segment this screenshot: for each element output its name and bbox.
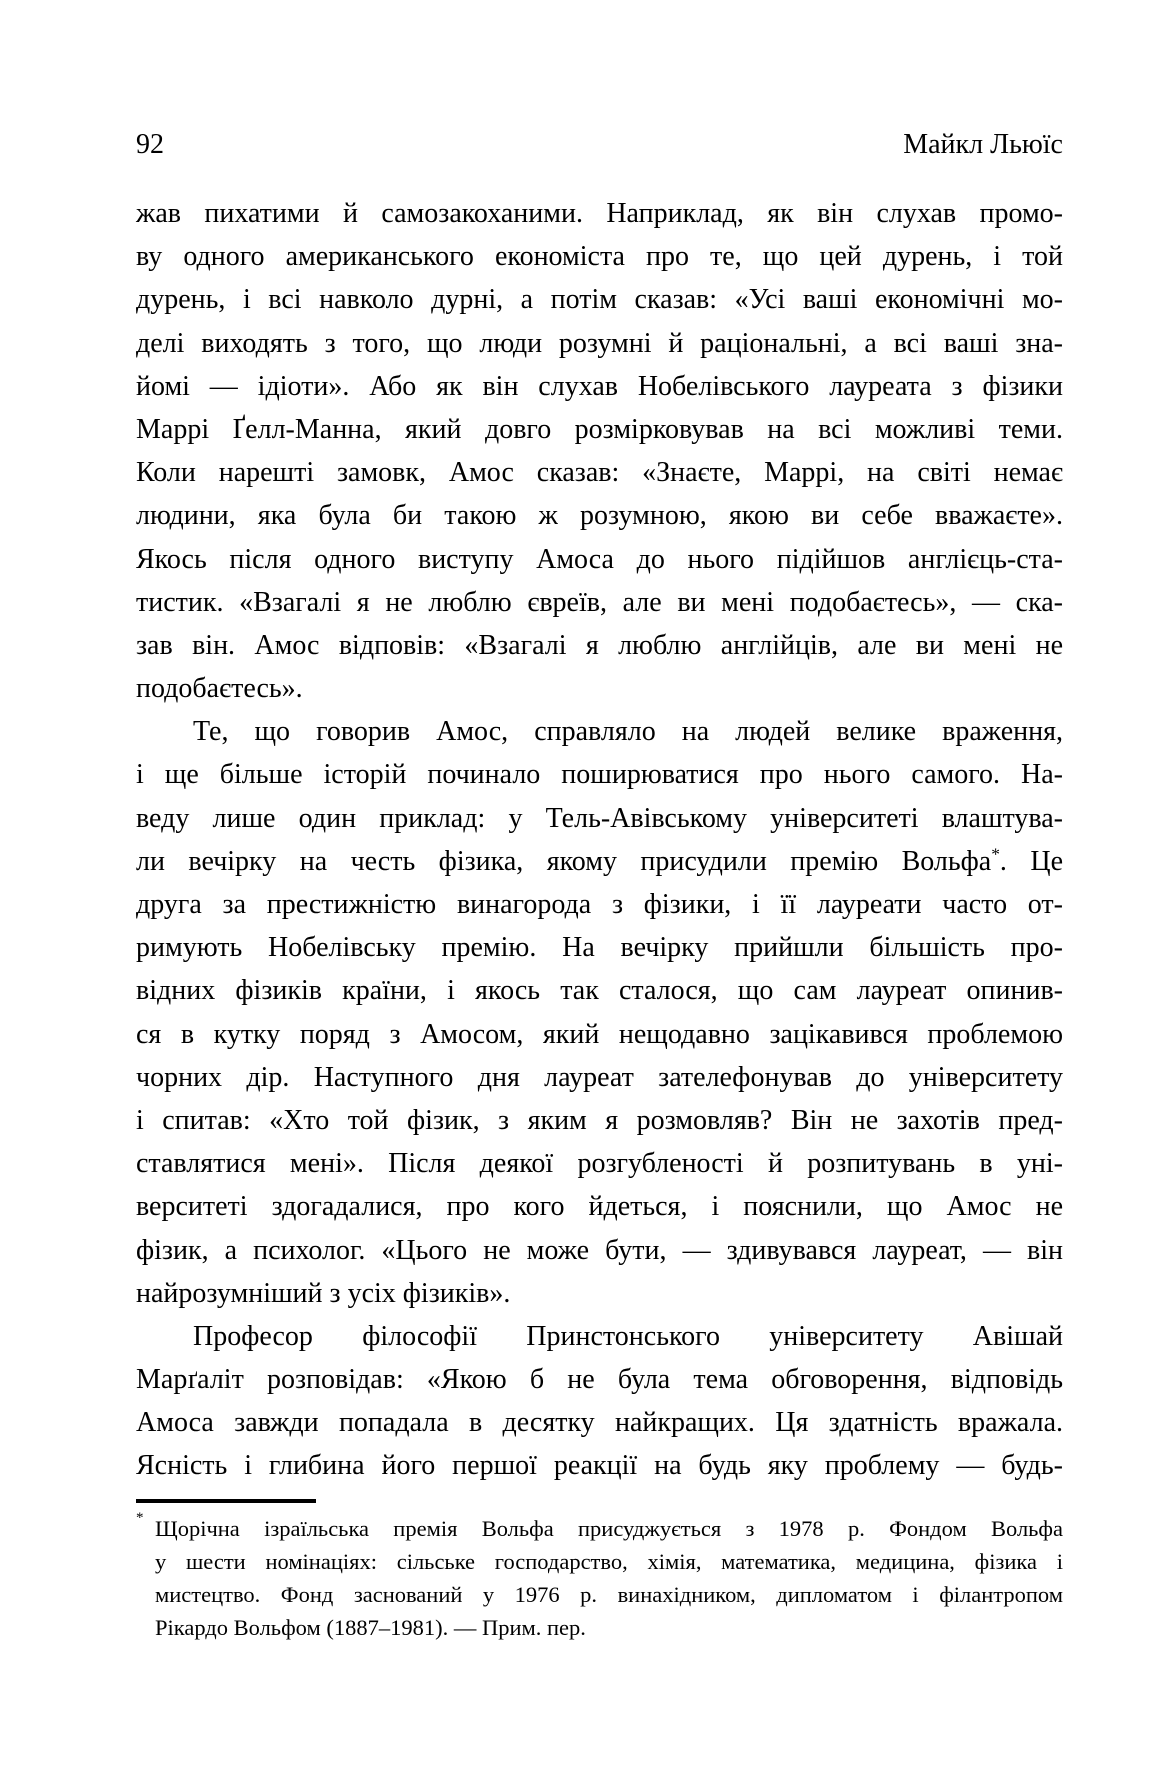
text-line: ли вечірку на честь фізика, якому присудили премію Вольфа*. Це [136,844,1063,877]
text-line: ся в кутку поряд з Амосом, який нещодавно зацікавився проблемою [136,1018,1063,1050]
text-line: тистик. «Взагалі я не люблю євреїв, але ви мені подобаєтесь», — ска- [136,586,1063,618]
running-title: Майкл Льюїс [903,129,1063,160]
text-line: подобаєтесь». [136,673,303,705]
footnote-rule [136,1499,316,1503]
text-line: фізик, а психолог. «Цього не може бути, — здивувався лауреат, — він [136,1234,1063,1266]
footnote-line: Рікардо Вольфом (1887–1981). — Прим. пер. [155,1615,586,1640]
footnote-lines [155,1512,1063,1644]
text-line: дурень, і всі навколо дурні, а потім сказав: «Усі ваші економічні мо- [136,284,1063,316]
text-line: жав пихатими й самозакоханими. Наприклад, як він слухав промо- [136,198,1063,229]
text-line: Амоса завжди попадала в десятку найкращих. Ця здатність вражала. [136,1407,1063,1439]
text-line: йомі — ідіоти». Або як він слухав Нобелівського лауреата з фізики [136,370,1063,402]
footnote-line: у шести номінаціях: сільське господарство, хімія, математика, медицина, фізика і [155,1549,1063,1574]
text-line: чорних дір. Наступного дня лауреат зателефонував до університету [136,1061,1063,1093]
text-line: Якось після одного виступу Амоса до нього підійшов англієць-ста- [136,543,1063,575]
text-line: делі виходять з того, що люди розумні й раціональні, а всі ваші зна- [136,327,1063,359]
text-line: друга за престижністю винагорода з фізики, і її лауреати часто от- [136,889,1063,920]
text-line: найрозумніший з усіх фізиків». [136,1277,511,1309]
footnote-marker: * [136,1510,144,1526]
text-line: римують Нобелівську премію. На вечірку прийшли більшість про- [136,932,1063,964]
text-line: Те, що говорив Амос, справляло на людей велике враження, [193,716,1063,748]
text-line: верситеті здогадалися, про кого йдеться, і пояснили, що Амос не [136,1191,1063,1223]
text-line: ставлятися мені». Після деякої розгубленості й розпитувань в уні- [136,1148,1063,1180]
text-line: відних фізиків країни, і якось так сталося, що сам лауреат опинив- [136,975,1063,1007]
footnote-line: Щорічна ізраїльська премія Вольфа присуджується з 1978 р. Фондом Вольфа [155,1516,1063,1541]
text-line: і ще більше історій починало поширюватися про нього самого. На- [136,759,1063,791]
body-text [136,192,1063,1488]
running-head [136,128,1063,162]
text-line: Ясність і глибина його першої реакції на будь яку проблему — будь- [136,1450,1063,1482]
text-line: зав він. Амос відповів: «Взагалі я люблю англійців, але ви мені не [136,629,1063,661]
text-line: Коли нарешті замовк, Амос сказав: «Знаєте, Маррі, на світі немає [136,457,1063,489]
text-line: людини, яка була би такою ж розумною, якою ви себе вважаєте». [136,500,1063,532]
text-line: Професор філософії Принстонського університету Авішай [193,1320,1063,1352]
footnote [136,1512,1063,1644]
text-line: Марґаліт розповідав: «Якою б не була тема обговорення, відповідь [136,1364,1063,1396]
footnote-body [136,1512,1063,1644]
text-line: ву одного американського економіста про те, що цей дурень, і той [136,241,1063,273]
text-line: Маррі Ґелл-Манна, який довго розмірковував на всі можливі теми. [136,413,1063,445]
text-line: і спитав: «Хто той фізик, з яким я розмовляв? Він не захотів пред- [136,1104,1063,1136]
page-number: 92 [136,129,164,160]
text-line: веду лише один приклад: у Тель-Авівському університеті влаштува- [136,802,1063,834]
footnote-line: мистецтво. Фонд заснований у 1976 р. винахідником, дипломатом і філантропом [155,1582,1063,1607]
footnote-ref: * [991,844,1000,864]
